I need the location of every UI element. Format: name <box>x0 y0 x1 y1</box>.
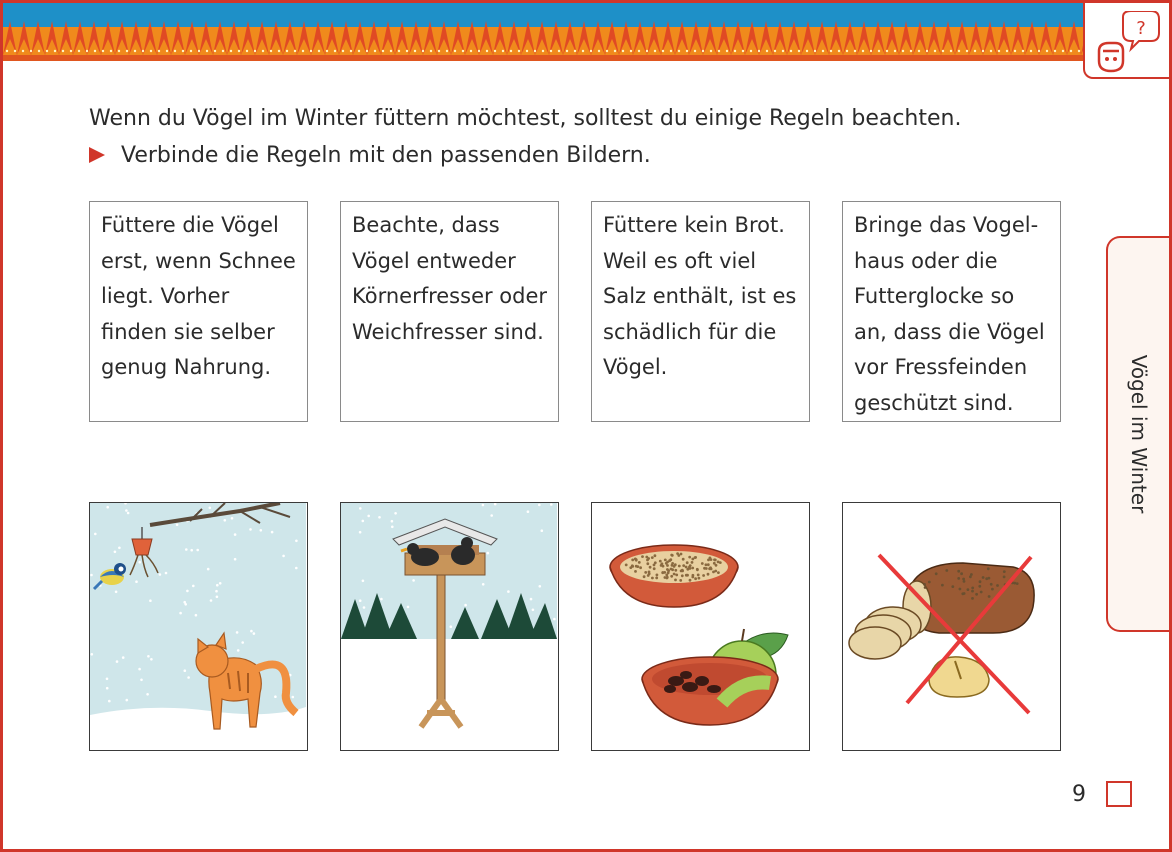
question-speech-bubble-icon <box>1095 11 1161 73</box>
zigzag-banner-icon <box>3 3 1085 61</box>
task-instruction <box>89 141 651 171</box>
chapter-side-tab-label: Vögel im Winter <box>1127 354 1151 514</box>
picture-box-1[interactable] <box>89 502 308 751</box>
help-tab[interactable] <box>1083 3 1169 79</box>
page-number: 9 <box>1072 782 1086 807</box>
svg-text:?: ? <box>1136 18 1146 39</box>
task-text: Verbinde die Regeln mit den passenden Bildern. <box>121 143 651 168</box>
picture-box-4[interactable] <box>842 502 1061 751</box>
chapter-side-tab[interactable] <box>1106 236 1172 632</box>
picture-box-2[interactable] <box>340 502 559 751</box>
intro-text: Wenn du Vögel im Winter füttern möchtest, solltest du einige Regeln beachten. <box>89 106 962 131</box>
bird-house-with-blackbirds-icon <box>341 503 557 749</box>
cat-under-bird-feeder-bell-icon <box>90 503 306 749</box>
crossed-out-bread-icon <box>843 503 1059 749</box>
bowls-of-seeds-and-fruit-icon <box>592 503 808 749</box>
triangle-arrow-icon <box>89 147 105 163</box>
rule-box-1[interactable]: Füttere die Vögel erst, wenn Schnee liegt. Vorher finden sie selber genug Nahrung. <box>89 201 308 422</box>
page-done-checkbox[interactable] <box>1106 781 1132 807</box>
top-banner <box>3 3 1085 61</box>
picture-box-3[interactable] <box>591 502 810 751</box>
rule-box-4[interactable]: Bringe das Vogel-haus oder die Futterglocke so an, dass die Vögel vor Fressfeinden geschützt sind. <box>842 201 1061 422</box>
rule-box-2[interactable]: Beachte, dass Vögel entweder Körnerfresser oder Weichfresser sind. <box>340 201 559 422</box>
rule-box-3[interactable]: Füttere kein Brot. Weil es oft viel Salz enthält, ist es schädlich für die Vögel. <box>591 201 810 422</box>
